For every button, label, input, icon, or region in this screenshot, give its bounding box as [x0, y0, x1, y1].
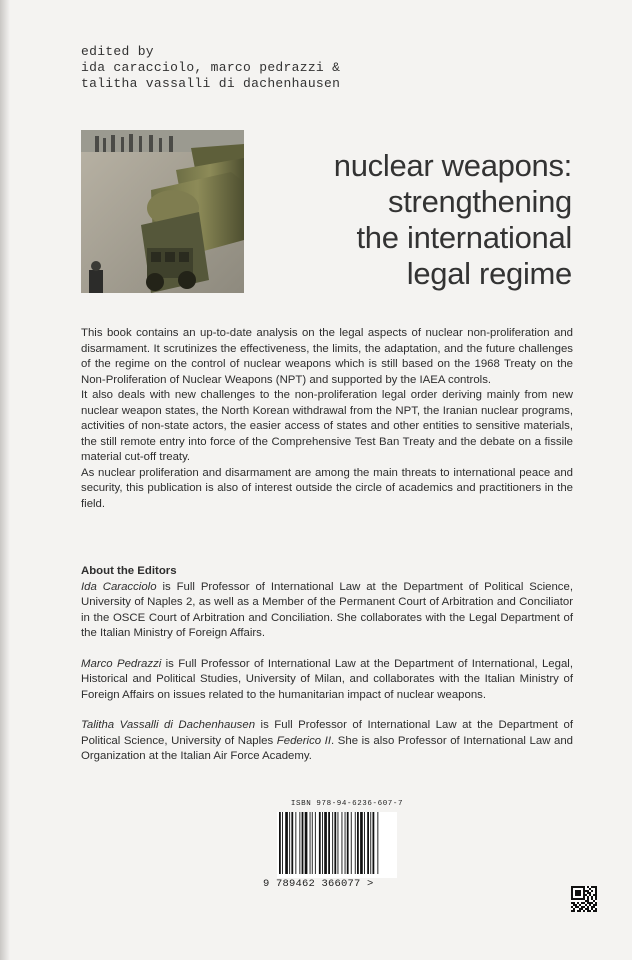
- qr-code-icon: [571, 886, 597, 912]
- barcode-digits: 9 789462 366077 >: [263, 878, 374, 890]
- editor-name: Marco Pedrazzi: [81, 657, 162, 670]
- title-line: nuclear weapons:: [333, 148, 572, 183]
- editor-bio-text: is Full Professor of International Law at the Department of International, Legal, Historical and Political Studies, University of Milan, and collaborates with the Italian Ministry of Foreign Affairs on issues related to the humanitarian impact of nuclear weapons.: [81, 657, 573, 701]
- isbn-label: ISBN 978-94-6236-607-7: [290, 800, 404, 808]
- editor-name: Ida Caracciolo: [81, 580, 157, 593]
- editor-bio: [81, 657, 573, 704]
- book-description: [81, 326, 573, 512]
- qr-code: [571, 886, 597, 912]
- editor-bio: [81, 718, 573, 765]
- title-line: legal regime: [406, 256, 572, 291]
- editor-bio-text: is Full Professor of International Law at the Department of Political Science, University of Naples 2, as well as a Member of the Permanent Court of Arbitration and Conciliator in the OSCE Court of Arbitration and Conciliation. She collaborates with the Legal Department of the Italian Ministry of Foreign Affairs.: [81, 580, 573, 639]
- description-paragraph: It also deals with new challenges to the non-proliferation legal order deriving mainly from new nuclear weapon states, the North Korean withdrawal from the NPT, the Iranian nuclear programs, activities of non-state actors, the easier access of states and other entities to sensitive materials, the still remote entry into force of the Comprehensive Test Ban Treaty and the debate on a fissile material cut-off treaty.: [81, 389, 573, 463]
- university-name: Federico II: [276, 734, 332, 747]
- cover-photo: [81, 130, 244, 293]
- editor-name: Talitha Vassalli di Dachenhausen: [81, 719, 256, 731]
- editors-line: ida caracciolo, marco pedrazzi &: [81, 60, 341, 75]
- editors-line: edited by: [81, 44, 154, 59]
- editor-bio-text: . She is also Professor of International Law and Organization at the Italian Air Force Academy.: [81, 734, 574, 762]
- about-editors-heading: About the Editors: [81, 565, 177, 577]
- military-parade-missile-photo-icon: [81, 130, 244, 293]
- editor-bio: [81, 580, 573, 642]
- barcode: [277, 812, 397, 878]
- editor-bio-text: is Full Professor of International Law at the Department of Political Science, University of Naples: [81, 719, 573, 747]
- barcode-icon: [277, 812, 397, 878]
- description-paragraph: As nuclear proliferation and disarmament are among the main threats to international peace and security, this publication is also of interest outside the circle of academics and practitioners in the field.: [81, 466, 573, 510]
- description-paragraph: This book contains an up-to-date analysis on the legal aspects of nuclear non-proliferation and disarmament. It scrutinizes the effectiveness, the limits, the adaptation, and the future challenges of the regime on the control of nuclear weapons which is still based on the 1968 Treaty on the Non-Proliferation of Nuclear Weapons (NPT) and supported by the IAEA controls.: [81, 327, 573, 386]
- title-line: the international: [356, 220, 572, 255]
- spine-shadow: [0, 0, 10, 960]
- title-line: strengthening: [388, 184, 572, 219]
- editors-credit: [81, 44, 340, 92]
- book-title: [252, 148, 572, 292]
- about-the-editors: [81, 564, 573, 780]
- editors-line: talitha vassalli di dachenhausen: [81, 76, 341, 91]
